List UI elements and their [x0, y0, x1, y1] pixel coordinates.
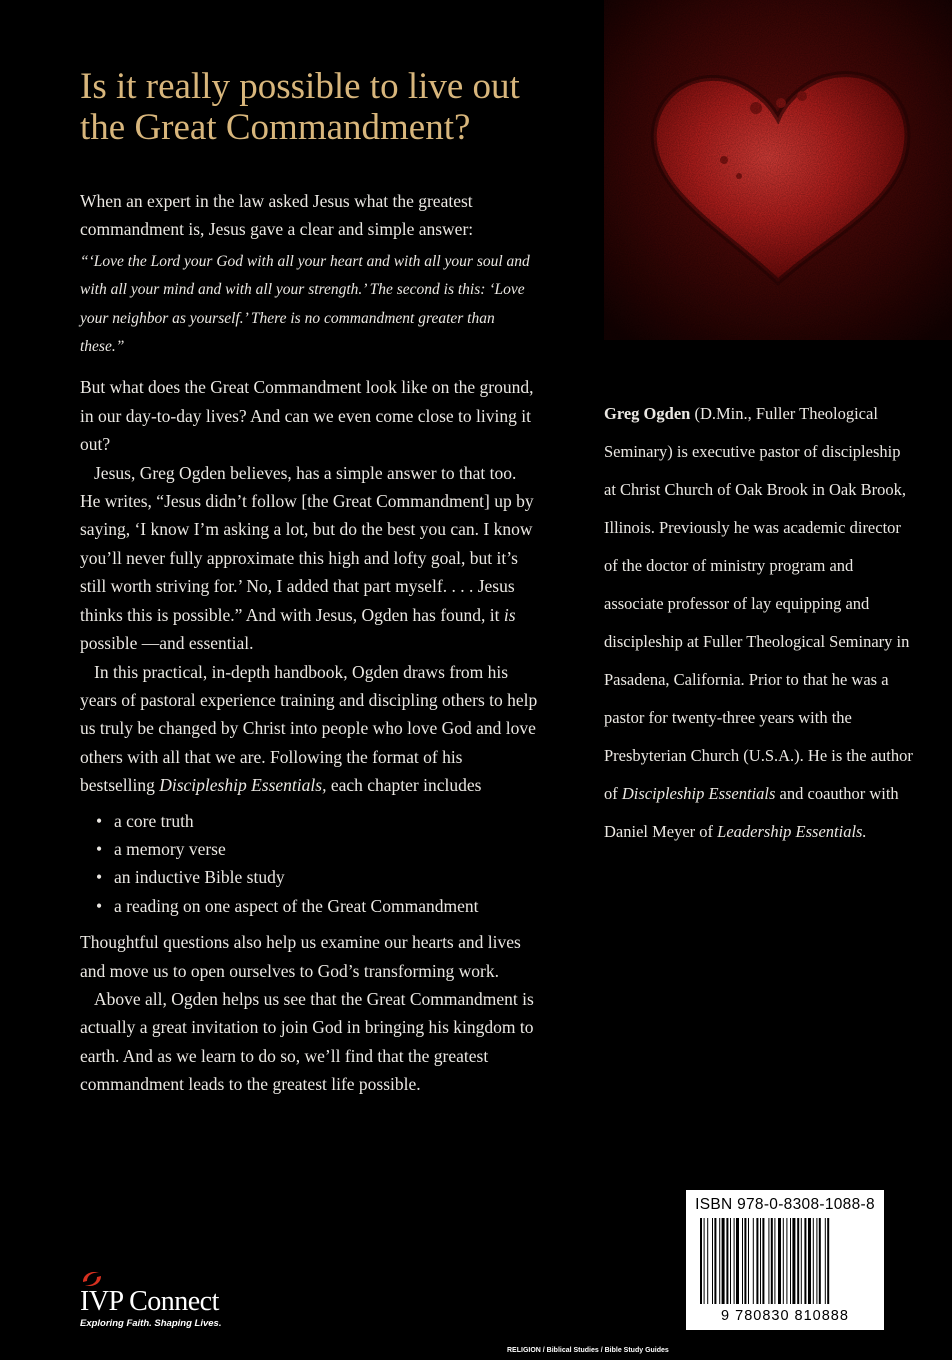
book-title: Leadership Essentials. — [717, 822, 867, 841]
barcode-bar — [704, 1218, 705, 1304]
author-name: Greg Ogden — [604, 404, 691, 423]
barcode-bar — [734, 1218, 735, 1304]
publisher-logo — [80, 1268, 260, 1328]
list-item: • a memory verse — [80, 835, 540, 863]
barcode-bars — [698, 1218, 872, 1304]
barcode-bar — [790, 1218, 791, 1304]
bisac-category: RELIGION / Biblical Studies / Bible Study Guides — [507, 1347, 669, 1354]
barcode-bar — [736, 1218, 739, 1304]
barcode-bar — [786, 1218, 787, 1304]
barcode-bar — [719, 1218, 720, 1304]
barcode-bar — [797, 1218, 799, 1304]
barcode-bar — [783, 1218, 784, 1304]
barcode-bar — [744, 1218, 746, 1304]
isbn-barcode — [686, 1190, 884, 1330]
barcode-number: 9 780830 810888 — [721, 1308, 849, 1324]
publisher-name: IVP Connect — [80, 1286, 219, 1317]
paragraph-4: Thoughtful questions also help us examine our hearts and lives and move us to open ourselves to God’s transforming work. — [80, 932, 521, 981]
barcode-bar — [742, 1218, 743, 1304]
list-item: • a core truth — [80, 807, 540, 835]
intro-paragraph: When an expert in the law asked Jesus what the greatest commandment is, Jesus gave a clear and simple answer: — [80, 191, 474, 240]
barcode-bar — [730, 1218, 731, 1304]
barcode-bar — [827, 1218, 829, 1304]
headline-line-2: the Great Commandment? — [80, 107, 471, 148]
bullet-icon: • — [96, 895, 103, 916]
paragraph-5: Above all, Ogden helps us see that the Great Commandment is actually a great invitation to join God in bringing his kingdom to earth. And as we learn to do so, we’ll find that the greatest commandment leads to the greatest life possible. — [80, 988, 534, 1095]
barcode-bar — [760, 1218, 761, 1304]
barcode-bar — [756, 1218, 758, 1304]
paragraph-3: In this practical, in-depth handbook, Ogden draws from his years of pastoral experience training and discipling others to help us truly be changed by Christ into people who love God and love others with all that we are. Following the format of his bestselling Discipleship Essentials, each chapter includes — [80, 661, 538, 796]
publisher-tagline: Exploring Faith. Shaping Lives. — [80, 1318, 222, 1329]
paragraph-1: But what does the Great Commandment look like on the ground, in our day-to-day lives? And can we even come close to living it out? — [80, 377, 534, 455]
heart-image — [604, 0, 952, 340]
scripture-quote: “‘Love the Lord your God with all your heart and with all your soul and with all your mind and with all your strength.’ The second is this: ‘Love your neighbor as yourself.’ There is no commandment greater than these.” — [80, 252, 530, 356]
list-item: • a reading on one aspect of the Great Commandment — [80, 892, 540, 920]
barcode-bar — [714, 1218, 716, 1304]
list-item: • an inductive Bible study — [80, 863, 540, 891]
barcode-bar — [726, 1218, 728, 1304]
barcode-bar — [792, 1218, 795, 1304]
barcode-bar — [762, 1218, 764, 1304]
barcode-bar — [707, 1218, 708, 1304]
barcode-bar — [813, 1218, 814, 1304]
barcode-bar — [778, 1218, 781, 1304]
barcode-bar — [825, 1218, 826, 1304]
barcode-bar — [774, 1218, 775, 1304]
barcode-bar — [748, 1218, 749, 1304]
bullet-icon: • — [96, 867, 103, 888]
barcode-bar — [712, 1218, 713, 1304]
barcode-bar — [819, 1218, 821, 1304]
isbn-label: ISBN 978-0-8308-1088-8 — [695, 1196, 875, 1213]
bullet-icon: • — [96, 810, 103, 831]
paragraph-2: Jesus, Greg Ogden believes, has a simple answer to that too. He writes, “Jesus didn’t follow [the Great Commandment] up by saying, ‘I know I’m asking a lot, but do the best you can. I know you’ll never fully approximate this high and lofty goal, but it’s still worth striving for.’ No, I added that part myself. . . . Jesus thinks this is possible.” And with Jesus, Ogden has found, it is possible —and essential. — [80, 462, 534, 654]
barcode-bar — [808, 1218, 811, 1304]
barcode-bar — [771, 1218, 773, 1304]
headline-line-1: Is it really possible to live out — [80, 66, 520, 107]
barcode-bar — [801, 1218, 802, 1304]
description-column — [80, 187, 540, 1099]
barcode-bar — [753, 1218, 754, 1304]
barcode-bar — [768, 1218, 769, 1304]
book-title: Discipleship Essentials — [621, 784, 776, 803]
author-bio: Greg Ogden (D.Min., Fuller Theological Seminary) is executive pastor of discipleship at Christ Church of Oak Brook in Oak Brook, Illinois. Previously he was academic director of the doctor of ministry program and associate professor of lay equipping and discipleship at Fuller Theological Seminary in Pasadena, California. Prior to that he was a pastor for twenty-three years with the Presbyterian Church (U.S.A.). He is the author of Discipleship Essentials and coauthor with Daniel Meyer of Leadership Essentials. — [604, 404, 913, 841]
barcode-bar — [700, 1218, 702, 1304]
barcode-bar — [722, 1218, 725, 1304]
barcode-bar — [804, 1218, 806, 1304]
headline — [80, 66, 560, 148]
barcode-bar — [816, 1218, 817, 1304]
red-heart-photo — [604, 0, 952, 340]
chapter-features-list — [80, 807, 540, 921]
bullet-icon: • — [96, 838, 103, 859]
